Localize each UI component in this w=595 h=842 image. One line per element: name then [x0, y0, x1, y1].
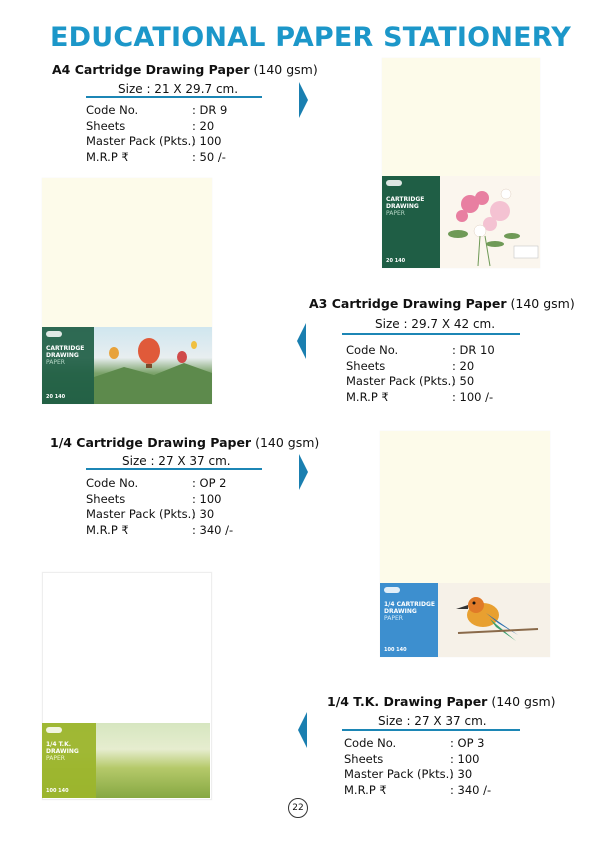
arrow-left-icon [297, 323, 306, 359]
product-title-a4 [52, 62, 318, 77]
balloon-landscape-illustration [42, 327, 212, 404]
cover-badge: 20 140 [386, 258, 406, 264]
cover-badge: 20 140 [46, 394, 66, 400]
product-title-a3 [309, 296, 575, 311]
spec-label: Sheets [86, 491, 126, 506]
product-gsm: (140 gsm) [510, 296, 575, 311]
spec-value: : 340 /- [450, 782, 492, 797]
product-cover-a3 [42, 327, 212, 404]
cover-badge: 100 140 [384, 647, 407, 653]
product-name: A3 Cartridge Drawing Paper [309, 296, 507, 311]
product-gsm: (140 gsm) [491, 694, 556, 709]
spec-label: Sheets [344, 751, 384, 766]
page-title: EDUCATIONAL PAPER STATIONERY [50, 22, 572, 53]
spec-list-quarter-cartridge [86, 476, 233, 538]
arrow-left-icon [298, 712, 307, 748]
spec-value: : 20 [452, 358, 475, 373]
product-size: Size : 27 X 37 cm. [122, 454, 231, 468]
spec-value: : 50 [452, 374, 475, 388]
spec-label: M.R.P ₹ [344, 782, 387, 797]
cover-panel [42, 723, 96, 798]
page-number: 22 [288, 798, 308, 818]
spec-label: M.R.P ₹ [346, 389, 389, 404]
cover-title: CARTRIDGE DRAWING PAPER [46, 345, 85, 366]
product-gsm: (140 gsm) [253, 62, 318, 77]
cover-badge: 100 140 [46, 788, 69, 794]
spec-label: Code No. [86, 103, 139, 117]
spec-label: Master Pack (Pkts.) [86, 134, 196, 148]
product-size: Size : 21 X 29.7 cm. [118, 82, 239, 96]
arrow-right-icon [299, 454, 308, 490]
spec-value: : 100 [192, 491, 222, 506]
product-size: Size : 29.7 X 42 cm. [375, 317, 496, 331]
spec-value: : 100 /- [452, 389, 494, 404]
size-underline [342, 729, 520, 731]
spec-value: : 100 [192, 134, 222, 148]
product-cover-quarter-cartridge [380, 583, 550, 657]
cover-title: CARTRIDGE DRAWING PAPER [386, 196, 425, 217]
spec-value: : 100 [450, 751, 480, 766]
spec-value: : 50 /- [192, 149, 226, 164]
spec-label: Master Pack (Pkts.) [346, 374, 456, 388]
spec-label: Sheets [86, 118, 126, 133]
brand-logo-icon [46, 727, 62, 733]
product-name: 1/4 T.K. Drawing Paper [327, 694, 488, 709]
size-underline [86, 96, 262, 98]
spec-label: M.R.P ₹ [86, 149, 129, 164]
arrow-right-icon [299, 82, 308, 118]
product-cover-a4 [382, 176, 540, 268]
product-name: 1/4 Cartridge Drawing Paper [50, 435, 252, 450]
spec-value: : DR 9 [192, 103, 228, 117]
product-title-tk [327, 694, 556, 709]
spec-label: Code No. [86, 476, 139, 490]
meadow-illustration [42, 723, 210, 798]
spec-value: : 20 [192, 118, 215, 133]
spec-label: Master Pack (Pkts.) [86, 507, 196, 521]
size-underline [86, 468, 262, 470]
cover-title: 1/4 CARTRIDGE DRAWING PAPER [384, 601, 435, 622]
bird-icon [438, 583, 550, 657]
spec-list-a4 [86, 103, 227, 165]
brand-logo-icon [384, 587, 400, 593]
bird-illustration [438, 583, 550, 657]
spec-label: M.R.P ₹ [86, 522, 129, 537]
flower-illustration [440, 176, 540, 268]
brand-logo-icon [46, 331, 62, 337]
spec-label: Code No. [344, 736, 397, 750]
cover-title: 1/4 T.K. DRAWING PAPER [46, 741, 79, 762]
spec-value: : OP 3 [450, 736, 485, 750]
brand-logo-icon [386, 180, 402, 186]
cover-panel [382, 176, 440, 268]
product-size: Size : 27 X 37 cm. [378, 714, 487, 728]
spec-value: : 30 [450, 767, 473, 781]
product-cover-tk [42, 723, 210, 798]
product-gsm: (140 gsm) [255, 435, 320, 450]
product-title-quarter-cartridge [50, 435, 319, 450]
spec-label: Code No. [346, 343, 399, 357]
spec-label: Sheets [346, 358, 386, 373]
spec-value: : DR 10 [452, 343, 495, 357]
spec-value: : OP 2 [192, 476, 227, 490]
flower-icon [440, 176, 540, 268]
cover-panel [380, 583, 438, 657]
spec-value: : 340 /- [192, 522, 234, 537]
spec-label: Master Pack (Pkts.) [344, 767, 454, 781]
spec-value: : 30 [192, 507, 215, 521]
product-name: A4 Cartridge Drawing Paper [52, 62, 250, 77]
spec-list-tk [344, 736, 491, 798]
cover-panel [42, 327, 94, 404]
size-underline [342, 333, 520, 335]
hot-air-balloon-icon [94, 327, 212, 404]
spec-list-a3 [346, 343, 495, 405]
